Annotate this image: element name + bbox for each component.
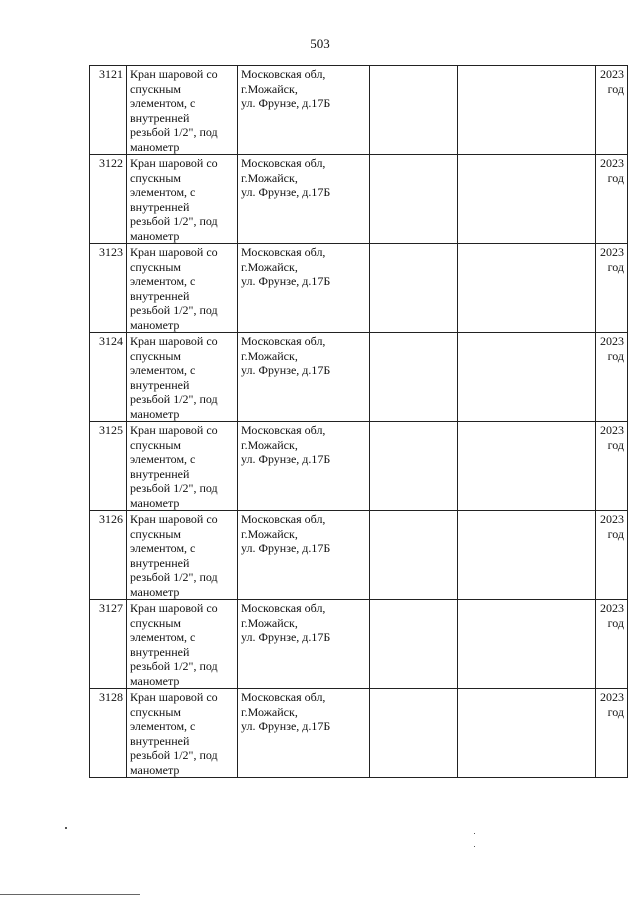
item-name-line: резьбой 1/2", под [130, 392, 218, 406]
address-line: Московская обл, [241, 245, 326, 259]
item-name-line: резьбой 1/2", под [130, 214, 218, 228]
item-name-line: резьбой 1/2", под [130, 481, 218, 495]
address-line: ул. Фрунзе, д.17Б [241, 185, 331, 199]
item-name-line: элементом, с [130, 541, 196, 555]
year-line: 2023 [600, 156, 624, 170]
item-name-cell [127, 689, 238, 778]
item-name-line: Кран шаровой со [130, 690, 218, 704]
item-name-line: элементом, с [130, 719, 196, 733]
address-line: ул. Фрунзе, д.17Б [241, 630, 331, 644]
empty-cell [370, 511, 458, 600]
table-row [90, 66, 628, 155]
address-line: г.Можайск, [241, 81, 298, 96]
year-line: 2023 [600, 245, 624, 259]
address-cell [238, 333, 370, 422]
item-name-line: внутренней [130, 110, 190, 125]
item-name-line: спускным [130, 170, 181, 185]
empty-cell [458, 66, 596, 155]
address-line: ул. Фрунзе, д.17Б [241, 96, 331, 110]
address-line: г.Можайск, [241, 348, 298, 363]
item-name-line: резьбой 1/2", под [130, 570, 218, 584]
empty-cell [370, 689, 458, 778]
item-name-line: манометр [130, 762, 180, 777]
address-line: г.Можайск, [241, 615, 298, 630]
row-number: 3127 [99, 601, 123, 615]
item-name-line: Кран шаровой со [130, 334, 218, 348]
empty-cell [370, 155, 458, 244]
year-cell [596, 66, 628, 155]
table-row [90, 244, 628, 333]
item-name-line: спускным [130, 615, 181, 630]
year-line: 2023 [600, 67, 624, 81]
address-cell [238, 511, 370, 600]
year-line: год [607, 81, 624, 96]
page-bottom-rule [0, 894, 140, 895]
item-name-cell [127, 422, 238, 511]
item-name-line: манометр [130, 317, 180, 332]
item-name-line: манометр [130, 406, 180, 421]
year-cell [596, 333, 628, 422]
item-name-cell [127, 511, 238, 600]
item-name-line: внутренней [130, 288, 190, 303]
table-row [90, 600, 628, 689]
year-line: 2023 [600, 334, 624, 348]
year-line: год [607, 259, 624, 274]
address-line: ул. Фрунзе, д.17Б [241, 719, 331, 733]
row-number: 3122 [99, 156, 123, 170]
address-cell [238, 66, 370, 155]
inventory-table-body [90, 66, 628, 778]
address-line: Московская обл, [241, 67, 326, 81]
item-name-line: Кран шаровой со [130, 67, 218, 81]
address-line: г.Можайск, [241, 704, 298, 719]
year-line: 2023 [600, 512, 624, 526]
empty-cell [458, 333, 596, 422]
row-number: 3126 [99, 512, 123, 526]
item-name-line: элементом, с [130, 452, 196, 466]
item-name-line: элементом, с [130, 185, 196, 199]
item-name-line: внутренней [130, 644, 190, 659]
item-name-cell [127, 244, 238, 333]
empty-cell [370, 66, 458, 155]
address-line: г.Можайск, [241, 437, 298, 452]
scan-speck [474, 846, 475, 847]
row-number-cell [90, 155, 127, 244]
item-name-line: внутренней [130, 466, 190, 481]
row-number: 3123 [99, 245, 123, 259]
year-line: год [607, 526, 624, 541]
inventory-table [89, 65, 628, 778]
year-cell [596, 511, 628, 600]
item-name-line: спускным [130, 81, 181, 96]
year-cell [596, 422, 628, 511]
item-name-line: внутренней [130, 377, 190, 392]
address-line: г.Можайск, [241, 526, 298, 541]
item-name-line: спускным [130, 259, 181, 274]
row-number-cell [90, 689, 127, 778]
address-cell [238, 600, 370, 689]
year-line: год [607, 348, 624, 363]
item-name-line: элементом, с [130, 96, 196, 110]
item-name-line: спускным [130, 437, 181, 452]
item-name-line: резьбой 1/2", под [130, 125, 218, 139]
item-name-line: Кран шаровой со [130, 245, 218, 259]
row-number-cell [90, 333, 127, 422]
year-cell [596, 600, 628, 689]
address-line: ул. Фрунзе, д.17Б [241, 274, 331, 288]
address-line: ул. Фрунзе, д.17Б [241, 452, 331, 466]
address-line: Московская обл, [241, 156, 326, 170]
empty-cell [370, 422, 458, 511]
address-line: Московская обл, [241, 512, 326, 526]
table-row [90, 422, 628, 511]
item-name-line: Кран шаровой со [130, 156, 218, 170]
address-line: Московская обл, [241, 334, 326, 348]
year-cell [596, 244, 628, 333]
year-line: год [607, 615, 624, 630]
year-line: год [607, 437, 624, 452]
item-name-line: Кран шаровой со [130, 423, 218, 437]
item-name-line: манометр [130, 139, 180, 154]
table-row [90, 689, 628, 778]
year-line: 2023 [600, 690, 624, 704]
address-line: г.Можайск, [241, 170, 298, 185]
year-cell [596, 689, 628, 778]
row-number: 3124 [99, 334, 123, 348]
item-name-line: внутренней [130, 555, 190, 570]
year-line: год [607, 704, 624, 719]
item-name-line: резьбой 1/2", под [130, 659, 218, 673]
scan-speck [65, 827, 67, 829]
address-cell [238, 689, 370, 778]
year-line: год [607, 170, 624, 185]
item-name-line: спускным [130, 704, 181, 719]
item-name-line: внутренней [130, 733, 190, 748]
item-name-line: манометр [130, 228, 180, 243]
item-name-line: элементом, с [130, 630, 196, 644]
address-line: г.Можайск, [241, 259, 298, 274]
page-number: 503 [310, 36, 330, 51]
item-name-line: спускным [130, 526, 181, 541]
empty-cell [370, 600, 458, 689]
address-cell [238, 244, 370, 333]
address-cell [238, 155, 370, 244]
table-row [90, 155, 628, 244]
empty-cell [458, 511, 596, 600]
year-cell [596, 155, 628, 244]
item-name-line: элементом, с [130, 363, 196, 377]
row-number: 3125 [99, 423, 123, 437]
row-number-cell [90, 244, 127, 333]
item-name-line: Кран шаровой со [130, 601, 218, 615]
table-row [90, 333, 628, 422]
empty-cell [458, 689, 596, 778]
empty-cell [370, 333, 458, 422]
item-name-cell [127, 600, 238, 689]
table-row [90, 511, 628, 600]
address-line: Московская обл, [241, 423, 326, 437]
address-cell [238, 422, 370, 511]
item-name-line: манометр [130, 673, 180, 688]
item-name-line: резьбой 1/2", под [130, 748, 218, 762]
address-line: Московская обл, [241, 690, 326, 704]
year-line: 2023 [600, 601, 624, 615]
item-name-line: внутренней [130, 199, 190, 214]
empty-cell [458, 600, 596, 689]
address-line: ул. Фрунзе, д.17Б [241, 541, 331, 555]
row-number-cell [90, 600, 127, 689]
row-number-cell [90, 422, 127, 511]
item-name-line: спускным [130, 348, 181, 363]
item-name-cell [127, 333, 238, 422]
item-name-line: манометр [130, 495, 180, 510]
empty-cell [458, 422, 596, 511]
item-name-cell [127, 155, 238, 244]
item-name-line: элементом, с [130, 274, 196, 288]
row-number: 3121 [99, 67, 123, 81]
row-number-cell [90, 66, 127, 155]
empty-cell [458, 244, 596, 333]
address-line: ул. Фрунзе, д.17Б [241, 363, 331, 377]
empty-cell [458, 155, 596, 244]
item-name-line: манометр [130, 584, 180, 599]
item-name-line: резьбой 1/2", под [130, 303, 218, 317]
empty-cell [370, 244, 458, 333]
item-name-cell [127, 66, 238, 155]
row-number-cell [90, 511, 127, 600]
year-line: 2023 [600, 423, 624, 437]
row-number: 3128 [99, 690, 123, 704]
address-line: Московская обл, [241, 601, 326, 615]
scan-speck [474, 833, 475, 834]
item-name-line: Кран шаровой со [130, 512, 218, 526]
